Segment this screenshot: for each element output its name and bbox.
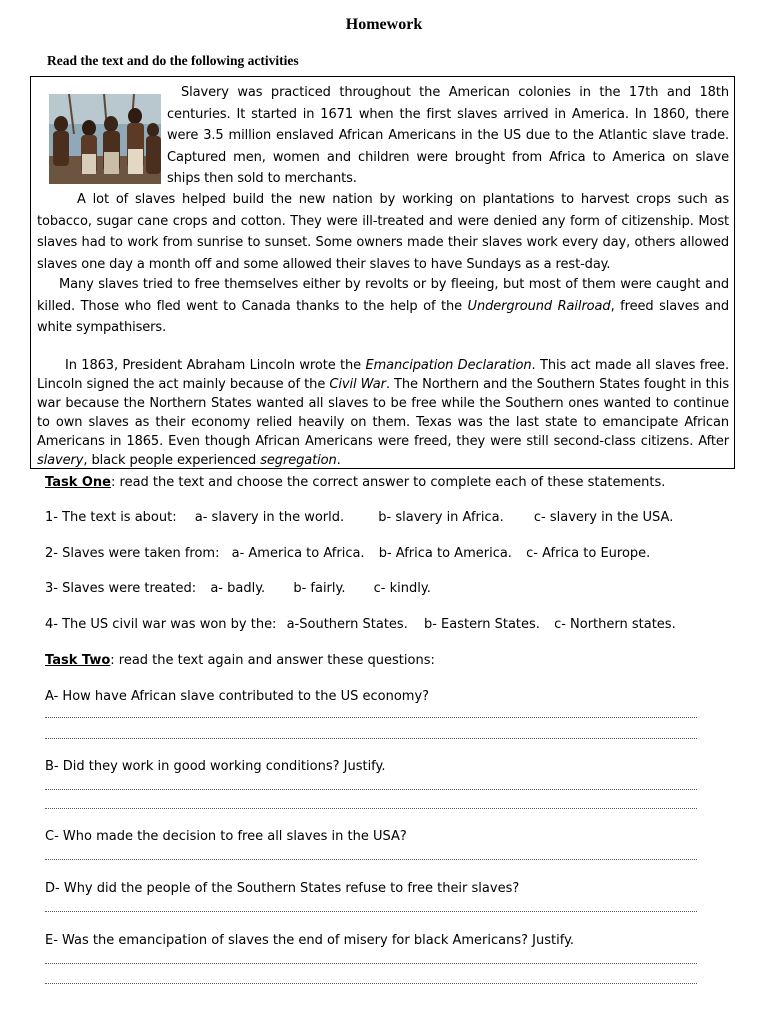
paragraph-1-text: Slavery was practiced throughout the American colonies in the 17th and 18th centuries. It started in 1671 when the first slaves arrived in America. In 1860, there were 3.5 million enslaved African Americans in the US due to the Atlantic slave trade. Captured men, women and children were brought from Africa to America on slave ships then sold to merchants.	[167, 85, 729, 186]
passage-paragraph-1	[37, 82, 729, 190]
answer-line-b1[interactable]	[45, 789, 697, 790]
answer-line-c1[interactable]	[45, 859, 697, 860]
question-3	[45, 581, 431, 596]
question-1	[45, 510, 673, 525]
question-3-option-a[interactable]: a- badly.	[210, 581, 266, 596]
paragraph-4-text-d: , black people experienced	[83, 453, 261, 468]
question-1-option-b[interactable]: b- slavery in Africa.	[378, 510, 504, 525]
answer-line-a1[interactable]	[45, 717, 697, 718]
question-3-stem: 3- Slaves were treated:	[45, 581, 197, 596]
question-4	[45, 617, 676, 632]
answer-line-a2[interactable]	[45, 738, 697, 739]
civil-war-term: Civil War	[329, 377, 386, 392]
question-1-option-a[interactable]: a- slavery in the world.	[194, 510, 345, 525]
paragraph-3-text: Many slaves tried to free themselves either by revolts or by fleeing, but most of them were caught and killed. Those who fled went to Canada thanks to the help of the	[37, 277, 729, 314]
question-d: D- Why did the people of the Southern States refuse to free their slaves?	[45, 881, 520, 896]
question-e: E- Was the emancipation of slaves the end of misery for black Americans? Justify.	[45, 933, 575, 948]
answer-line-b2[interactable]	[45, 808, 697, 809]
question-2-option-a[interactable]: a- America to Africa.	[231, 546, 365, 561]
answer-line-e2[interactable]	[45, 983, 697, 984]
answer-line-d1[interactable]	[45, 911, 697, 912]
passage-paragraph-3	[37, 274, 729, 339]
task-two-text: : read the text again and answer these questions:	[110, 653, 435, 668]
answer-line-e1[interactable]	[45, 963, 697, 964]
reading-passage-box	[30, 76, 735, 469]
paragraph-4-text-c: . The Northern and the Southern States fought in this war because the Northern States wanted all slaves to be free while the Southern ones wanted to continue to own slaves as their economy relied heavily on them. Texas was the last state to emancipate African Americans in 1865. Even though African Americans were freed, they were still second-class citizens. After	[37, 377, 729, 449]
question-b: B- Did they work in good working conditions? Justify.	[45, 759, 386, 774]
task-one-instruction	[45, 475, 665, 490]
question-3-option-b[interactable]: b- fairly.	[293, 581, 346, 596]
slavery-term: slavery	[37, 453, 84, 468]
task-one-text: : read the text and choose the correct answer to complete each of these statements.	[111, 475, 666, 490]
question-2-option-c[interactable]: c- Africa to Europe.	[526, 546, 651, 561]
passage-paragraph-2: A lot of slaves helped build the new nation by working on plantations to harvest crops such as tobacco, sugar cane crops and cotton. They were ill-treated and were denied any form of citizenship. Most slaves had to work from sunrise to sunset. Some owners made their slaves work every day, others allowed slaves one day a month off and some allowed their slaves to have Sundays as a rest-day.	[37, 192, 729, 272]
question-4-option-b[interactable]: b- Eastern States.	[423, 617, 540, 632]
question-1-stem: 1- The text is about:	[45, 510, 177, 525]
page-title: Homework	[345, 16, 423, 33]
question-a: A- How have African slave contributed to the US economy?	[45, 689, 430, 704]
question-c: C- Who made the decision to free all slaves in the USA?	[45, 829, 407, 844]
question-4-option-c[interactable]: c- Northern states.	[554, 617, 676, 632]
question-3-option-c[interactable]: c- kindly.	[373, 581, 431, 596]
instruction-heading: Read the text and do the following activities	[47, 53, 299, 68]
question-2	[45, 546, 650, 561]
emancipation-declaration-term: Emancipation Declaration	[365, 358, 532, 373]
paragraph-4-text-b: . This act made all slaves free. Lincoln signed the act mainly because of the	[37, 358, 729, 392]
underground-railroad-term: Underground Railroad	[467, 298, 611, 314]
question-2-option-b[interactable]: b- Africa to America.	[378, 546, 512, 561]
passage-paragraph-4	[37, 356, 729, 470]
task-two-instruction	[45, 653, 435, 668]
question-4-stem: 4- The US civil war was won by the:	[45, 617, 277, 632]
task-two-label: Task Two	[45, 653, 111, 668]
paragraph-4-text-e: .	[336, 453, 341, 468]
question-1-option-c[interactable]: c- slavery in the USA.	[533, 510, 674, 525]
question-2-stem: 2- Slaves were taken from:	[45, 546, 220, 561]
segregation-term: segregation	[260, 453, 337, 468]
paragraph-3-text-end: , freed slaves and white sympathisers.	[37, 298, 729, 335]
paragraph-4-text-a: In 1863, President Abraham Lincoln wrote the	[65, 358, 366, 373]
task-one-label: Task One	[45, 475, 111, 490]
question-4-option-a[interactable]: a-Southern States.	[286, 617, 408, 632]
